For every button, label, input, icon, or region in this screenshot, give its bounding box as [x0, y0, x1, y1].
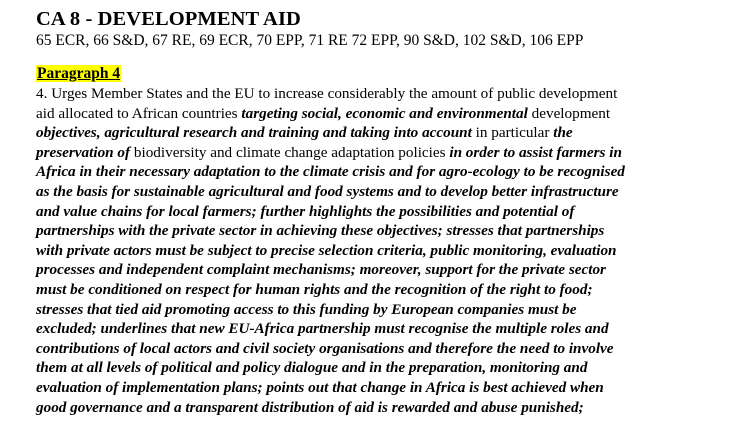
emphasized-text: evaluation of implementation plans; points out that change in Africa is best achieved when	[36, 378, 604, 396]
plain-text: in particular	[471, 124, 554, 142]
paragraph-body	[36, 84, 726, 417]
paragraph-heading-wrapper	[36, 64, 736, 84]
plain-text: 4. Urges Member States and the EU to increase considerably the amount of public development	[36, 85, 618, 102]
emphasized-text: preservation of	[36, 143, 131, 161]
plain-text: aid allocated to African countries	[36, 104, 242, 122]
paragraph-line	[36, 300, 726, 320]
emphasized-text: must be conditioned on respect for human rights and the recognition of the right to food;	[36, 280, 593, 298]
paragraph-line	[36, 339, 726, 359]
emphasized-text: with private actors must be subject to precise selection criteria, public monitoring, evaluation	[36, 241, 617, 259]
paragraph-heading: Paragraph 4	[37, 65, 121, 82]
emphasized-text: them at all levels of political and policy dialogue and in the preparation, monitoring and	[36, 359, 588, 377]
paragraph-line	[36, 398, 726, 418]
emphasized-text: excluded; underlines that new EU-Africa partnership must recognise the multiple roles and	[36, 320, 609, 338]
amendment-title: CA 8 - DEVELOPMENT AID	[36, 8, 301, 30]
document	[36, 8, 736, 417]
amendment-covers: 65 ECR, 66 S&D, 67 RE, 69 ECR, 70 EPP, 71 RE 72 EPP, 90 S&D, 102 S&D, 106 EPP	[36, 32, 584, 49]
paragraph-line	[36, 319, 726, 339]
paragraph-line	[36, 143, 726, 163]
emphasized-text: targeting social, economic and environmental	[241, 104, 528, 122]
paragraph-line	[36, 358, 726, 378]
paragraph-line	[36, 123, 726, 143]
paragraph-line	[36, 104, 726, 124]
emphasized-text: in order to assist farmers in	[449, 143, 622, 161]
paragraph-line	[36, 280, 726, 300]
emphasized-text: the	[553, 124, 573, 142]
paragraph-line	[36, 241, 726, 261]
emphasized-text: processes and independent complaint mechanisms; moreover, support for the private sector	[36, 261, 606, 279]
paragraph-line	[36, 84, 726, 104]
paragraph-line	[36, 202, 726, 222]
emphasized-text: stresses that tied aid promoting access to this funding by European companies must be	[36, 300, 577, 318]
emphasized-text: partnerships with the private sector in achieving these objectives; stresses that partnerships	[36, 222, 605, 240]
emphasized-text: contributions of local actors and civil society organisations and therefore the need to involve	[36, 339, 614, 357]
emphasized-text: good governance and a transparent distribution of aid is rewarded and abuse punished;	[36, 398, 584, 416]
paragraph-line	[36, 221, 726, 241]
paragraph-line	[36, 260, 726, 280]
plain-text: development	[527, 104, 611, 122]
emphasized-text: and value chains for local farmers; further highlights the possibilities and potential of	[36, 202, 575, 220]
paragraph-line	[36, 378, 726, 398]
plain-text: biodiversity and climate change adaptation policies	[130, 143, 450, 161]
emphasized-text: Africa in their necessary adaptation to the climate crisis and for agro-ecology to be recognised	[36, 163, 625, 181]
paragraph-line	[36, 182, 726, 202]
emphasized-text: objectives, agricultural research and training and taking into account	[36, 124, 472, 142]
paragraph-line	[36, 162, 726, 182]
emphasized-text: as the basis for sustainable agricultural and food systems and to develop better infrastructure	[36, 182, 619, 200]
